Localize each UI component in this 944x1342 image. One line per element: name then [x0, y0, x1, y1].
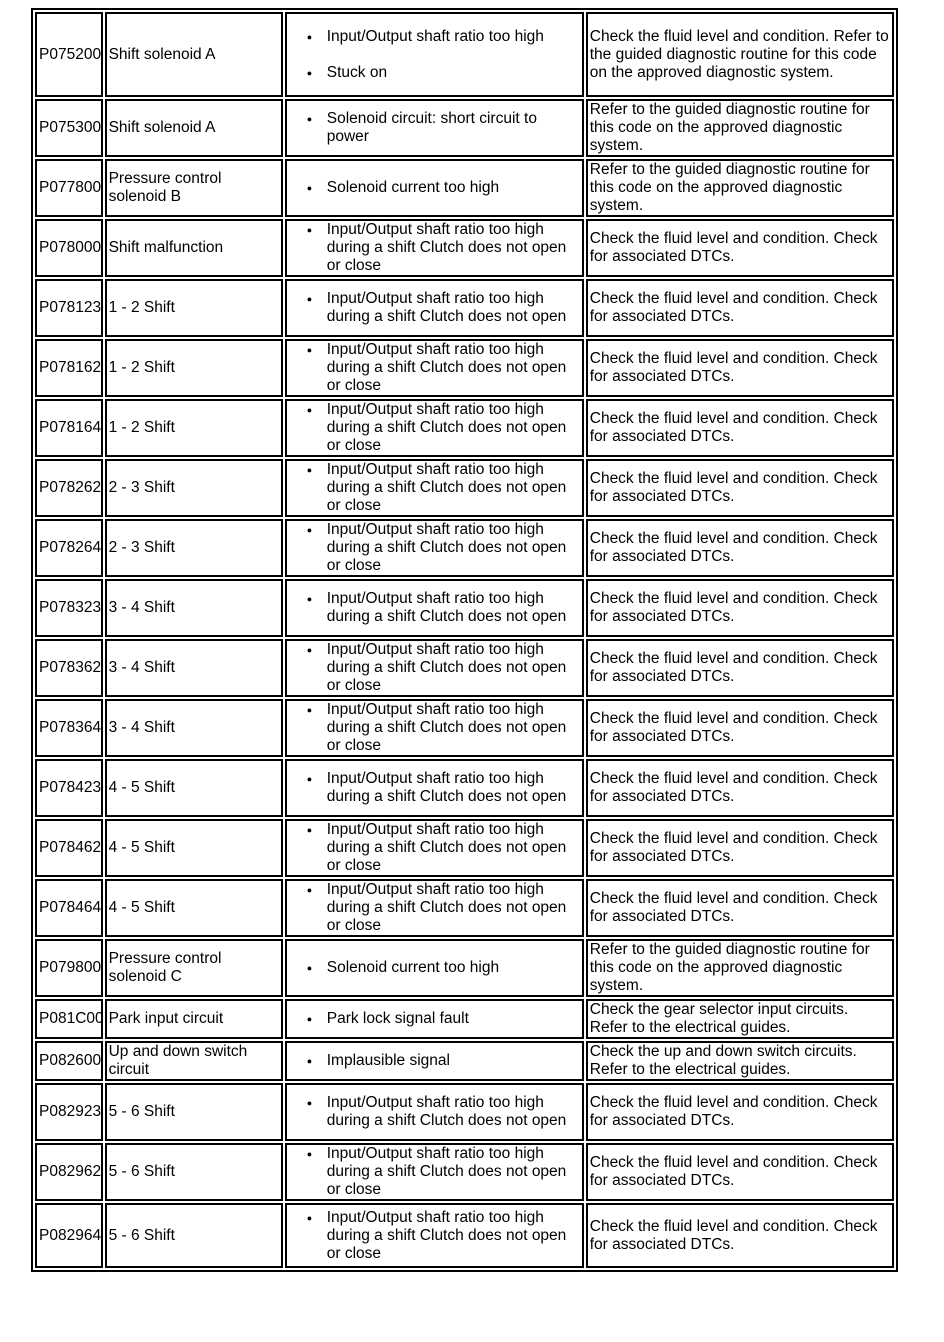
dtc-description-cell: 5 - 6 Shift — [105, 1203, 283, 1268]
dtc-code-cell: P078264 — [35, 519, 103, 577]
table-row — [35, 639, 894, 697]
symptom-list — [289, 701, 580, 755]
dtc-description-cell: Shift solenoid A — [105, 12, 283, 97]
symptom-item: ● Input/Output shaft ratio too high — [289, 28, 580, 46]
symptom-list — [289, 821, 580, 875]
dtc-symptom-cell — [285, 639, 584, 697]
symptom-item: ● Input/Output shaft ratio too high during a shift Clutch does not open or close — [289, 341, 580, 395]
symptom-item: ● Input/Output shaft ratio too high during a shift Clutch does not open or close — [289, 401, 580, 455]
dtc-description-cell: 5 - 6 Shift — [105, 1143, 283, 1201]
dtc-description-cell: 3 - 4 Shift — [105, 579, 283, 637]
table-row — [35, 339, 894, 397]
dtc-symptom-cell — [285, 579, 584, 637]
table-row — [35, 939, 894, 997]
dtc-code-cell: P079800 — [35, 939, 103, 997]
table-row — [35, 819, 894, 877]
dtc-description-cell: Up and down switch circuit — [105, 1041, 283, 1081]
symptom-list — [289, 1052, 580, 1070]
dtc-code-cell: P082923 — [35, 1083, 103, 1141]
symptom-item: ● Park lock signal fault — [289, 1010, 580, 1028]
symptom-list — [289, 770, 580, 806]
symptom-item: ● Input/Output shaft ratio too high during a shift Clutch does not open or close — [289, 1145, 580, 1199]
dtc-code-cell: P078123 — [35, 279, 103, 337]
dtc-description-cell: Pressure control solenoid C — [105, 939, 283, 997]
dtc-symptom-cell — [285, 399, 584, 457]
table-row — [35, 879, 894, 937]
dtc-symptom-cell — [285, 159, 584, 217]
dtc-description-cell: 5 - 6 Shift — [105, 1083, 283, 1141]
table-row — [35, 999, 894, 1039]
symptom-list — [289, 221, 580, 275]
symptom-item: ● Solenoid circuit: short circuit to power — [289, 110, 580, 146]
dtc-code-cell: P075200 — [35, 12, 103, 97]
dtc-symptom-cell — [285, 939, 584, 997]
dtc-symptom-cell — [285, 1083, 584, 1141]
dtc-action-cell: Check the fluid level and condition. Check for associated DTCs. — [586, 1143, 894, 1201]
dtc-description-cell: 1 - 2 Shift — [105, 279, 283, 337]
dtc-symptom-cell — [285, 1041, 584, 1081]
dtc-action-cell: Check the fluid level and condition. Check for associated DTCs. — [586, 819, 894, 877]
dtc-description-cell: Shift solenoid A — [105, 99, 283, 157]
symptom-list — [289, 290, 580, 326]
symptom-item: ● Input/Output shaft ratio too high during a shift Clutch does not open or close — [289, 641, 580, 695]
symptom-list — [289, 461, 580, 515]
symptom-list — [289, 959, 580, 977]
dtc-action-cell: Check the fluid level and condition. Check for associated DTCs. — [586, 1083, 894, 1141]
dtc-action-cell: Refer to the guided diagnostic routine for this code on the approved diagnostic system. — [586, 99, 894, 157]
symptom-list — [289, 1145, 580, 1199]
symptom-item: ● Input/Output shaft ratio too high during a shift Clutch does not open or close — [289, 701, 580, 755]
symptom-list — [289, 401, 580, 455]
dtc-code-cell: P078323 — [35, 579, 103, 637]
dtc-action-cell: Check the gear selector input circuits. Refer to the electrical guides. — [586, 999, 894, 1039]
dtc-action-cell: Check the fluid level and condition. Check for associated DTCs. — [586, 1203, 894, 1268]
table-row — [35, 1083, 894, 1141]
dtc-description-cell: 2 - 3 Shift — [105, 459, 283, 517]
symptom-list — [289, 1209, 580, 1263]
dtc-code-cell: P077800 — [35, 159, 103, 217]
dtc-description-cell: 3 - 4 Shift — [105, 699, 283, 757]
table-row — [35, 99, 894, 157]
dtc-code-cell: P078464 — [35, 879, 103, 937]
table-row — [35, 699, 894, 757]
table-row — [35, 279, 894, 337]
dtc-table — [31, 8, 898, 1272]
symptom-list — [289, 641, 580, 695]
dtc-code-cell: P082964 — [35, 1203, 103, 1268]
dtc-action-cell: Check the fluid level and condition. Check for associated DTCs. — [586, 759, 894, 817]
symptom-list — [289, 341, 580, 395]
symptom-list — [289, 110, 580, 146]
dtc-description-cell: 2 - 3 Shift — [105, 519, 283, 577]
symptom-list — [289, 521, 580, 575]
dtc-description-cell: Shift malfunction — [105, 219, 283, 277]
dtc-action-cell: Check the fluid level and condition. Check for associated DTCs. — [586, 219, 894, 277]
dtc-symptom-cell — [285, 99, 584, 157]
dtc-action-cell: Check the fluid level and condition. Refer to the guided diagnostic routine for this code on the approved diagnostic system. — [586, 12, 894, 97]
dtc-code-cell: P078364 — [35, 699, 103, 757]
dtc-code-cell: P078462 — [35, 819, 103, 877]
dtc-description-cell: 4 - 5 Shift — [105, 879, 283, 937]
dtc-description-cell: Pressure control solenoid B — [105, 159, 283, 217]
dtc-action-cell: Check the fluid level and condition. Check for associated DTCs. — [586, 579, 894, 637]
dtc-description-cell: 4 - 5 Shift — [105, 759, 283, 817]
dtc-table-body — [35, 12, 894, 1268]
dtc-description-cell: 3 - 4 Shift — [105, 639, 283, 697]
dtc-symptom-cell — [285, 459, 584, 517]
table-row — [35, 1041, 894, 1081]
symptom-item: ● Input/Output shaft ratio too high during a shift Clutch does not open or close — [289, 521, 580, 575]
dtc-symptom-cell — [285, 1203, 584, 1268]
dtc-symptom-cell — [285, 699, 584, 757]
dtc-symptom-cell — [285, 759, 584, 817]
dtc-code-cell: P078164 — [35, 399, 103, 457]
symptom-item: ● Input/Output shaft ratio too high during a shift Clutch does not open or close — [289, 881, 580, 935]
dtc-code-cell: P082600 — [35, 1041, 103, 1081]
dtc-action-cell: Refer to the guided diagnostic routine for this code on the approved diagnostic system. — [586, 159, 894, 217]
symptom-list — [289, 1010, 580, 1028]
symptom-list — [289, 590, 580, 626]
table-row — [35, 459, 894, 517]
symptom-item: ● Solenoid current too high — [289, 959, 580, 977]
dtc-code-cell: P078000 — [35, 219, 103, 277]
symptom-list — [289, 179, 580, 197]
dtc-description-cell: 1 - 2 Shift — [105, 339, 283, 397]
symptom-item: ● Input/Output shaft ratio too high during a shift Clutch does not open or close — [289, 461, 580, 515]
symptom-item: ● Input/Output shaft ratio too high during a shift Clutch does not open — [289, 290, 580, 326]
dtc-symptom-cell — [285, 819, 584, 877]
symptom-item: ● Input/Output shaft ratio too high during a shift Clutch does not open — [289, 770, 580, 806]
symptom-list — [289, 881, 580, 935]
table-row — [35, 579, 894, 637]
symptom-list — [289, 1094, 580, 1130]
dtc-code-cell: P078423 — [35, 759, 103, 817]
dtc-action-cell: Check the fluid level and condition. Check for associated DTCs. — [586, 699, 894, 757]
dtc-description-cell: 1 - 2 Shift — [105, 399, 283, 457]
dtc-action-cell: Check the up and down switch circuits. Refer to the electrical guides. — [586, 1041, 894, 1081]
table-row — [35, 219, 894, 277]
dtc-description-cell: 4 - 5 Shift — [105, 819, 283, 877]
symptom-item: ● Implausible signal — [289, 1052, 580, 1070]
dtc-code-cell: P081C00 — [35, 999, 103, 1039]
dtc-symptom-cell — [285, 339, 584, 397]
symptom-item: ● Input/Output shaft ratio too high during a shift Clutch does not open — [289, 1094, 580, 1130]
table-row — [35, 1143, 894, 1201]
symptom-item: ● Stuck on — [289, 64, 580, 82]
dtc-symptom-cell — [285, 279, 584, 337]
dtc-code-cell: P075300 — [35, 99, 103, 157]
dtc-action-cell: Check the fluid level and condition. Check for associated DTCs. — [586, 879, 894, 937]
dtc-action-cell: Check the fluid level and condition. Check for associated DTCs. — [586, 279, 894, 337]
table-row — [35, 159, 894, 217]
dtc-symptom-cell — [285, 999, 584, 1039]
dtc-symptom-cell — [285, 12, 584, 97]
table-row — [35, 12, 894, 97]
dtc-code-cell: P082962 — [35, 1143, 103, 1201]
dtc-action-cell: Check the fluid level and condition. Check for associated DTCs. — [586, 339, 894, 397]
dtc-action-cell: Check the fluid level and condition. Check for associated DTCs. — [586, 399, 894, 457]
dtc-action-cell: Check the fluid level and condition. Check for associated DTCs. — [586, 459, 894, 517]
symptom-list — [289, 28, 580, 82]
table-row — [35, 399, 894, 457]
symptom-item: ● Input/Output shaft ratio too high during a shift Clutch does not open or close — [289, 1209, 580, 1263]
dtc-symptom-cell — [285, 1143, 584, 1201]
dtc-action-cell: Refer to the guided diagnostic routine for this code on the approved diagnostic system. — [586, 939, 894, 997]
dtc-symptom-cell — [285, 519, 584, 577]
symptom-item: ● Solenoid current too high — [289, 179, 580, 197]
symptom-item: ● Input/Output shaft ratio too high during a shift Clutch does not open or close — [289, 821, 580, 875]
dtc-description-cell: Park input circuit — [105, 999, 283, 1039]
dtc-action-cell: Check the fluid level and condition. Check for associated DTCs. — [586, 519, 894, 577]
symptom-item: ● Input/Output shaft ratio too high during a shift Clutch does not open or close — [289, 221, 580, 275]
table-row — [35, 759, 894, 817]
dtc-symptom-cell — [285, 219, 584, 277]
dtc-code-cell: P078362 — [35, 639, 103, 697]
dtc-code-cell: P078262 — [35, 459, 103, 517]
symptom-item: ● Input/Output shaft ratio too high during a shift Clutch does not open — [289, 590, 580, 626]
dtc-code-cell: P078162 — [35, 339, 103, 397]
table-row — [35, 1203, 894, 1268]
dtc-action-cell: Check the fluid level and condition. Check for associated DTCs. — [586, 639, 894, 697]
table-row — [35, 519, 894, 577]
dtc-symptom-cell — [285, 879, 584, 937]
